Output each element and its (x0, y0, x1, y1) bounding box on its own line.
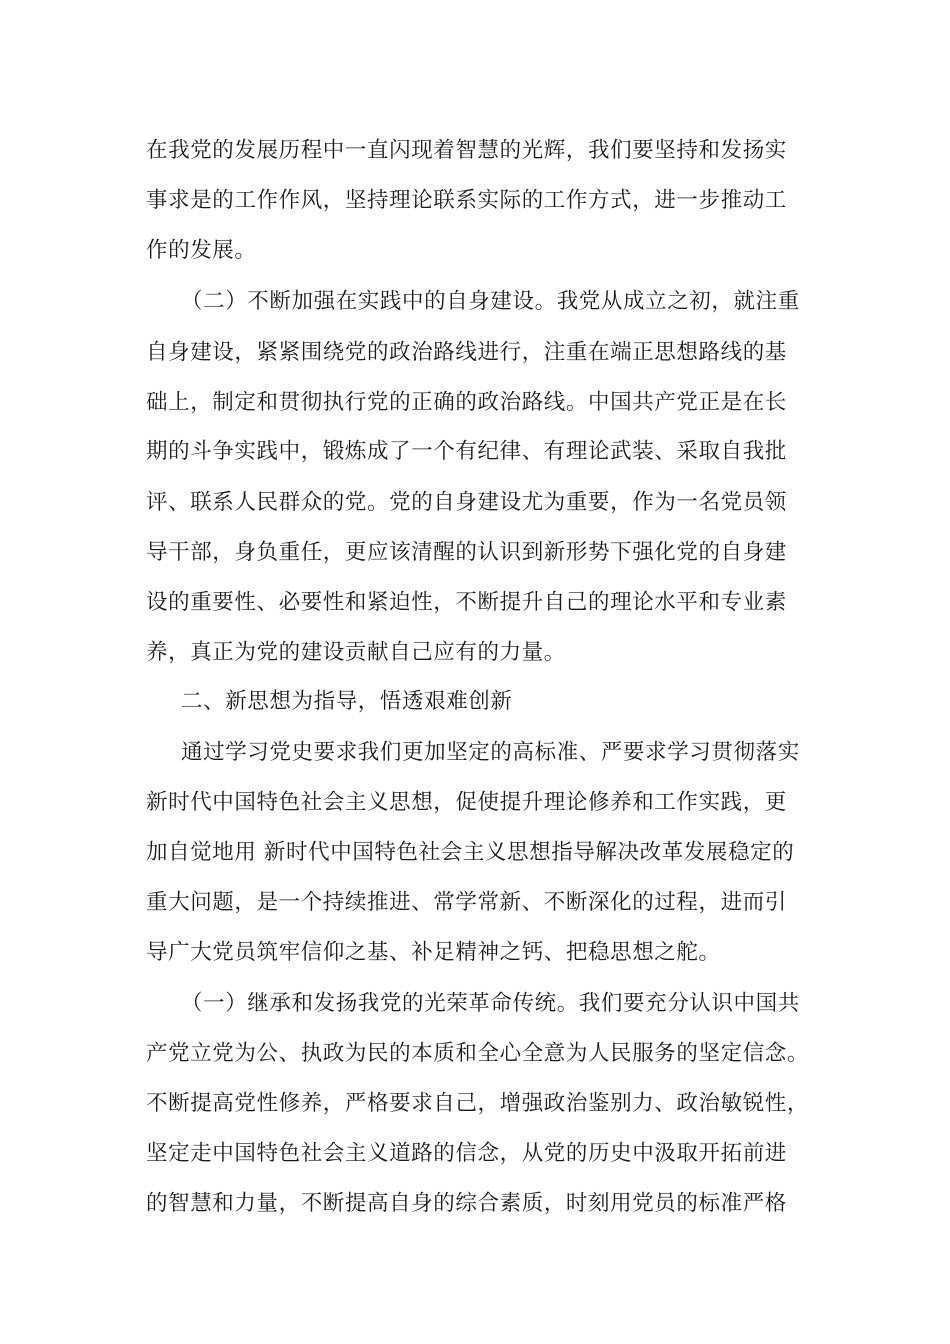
text-line: 重大问题，是一个持续推进、常学常新、不断深化的过程，进而引 (146, 890, 787, 915)
text-line: 设的重要性、必要性和紧迫性，不断提升自己的理论水平和专业素 (146, 590, 787, 615)
text-line: 不断提高党性修养，严格要求自己，增强政治鉴别力、政治敏锐性， (146, 1091, 810, 1116)
chapter-heading: 二、新思想为指导，悟透艰难创新 (181, 689, 513, 714)
section-heading-line: （一）继承和发扬我党的光荣革命传统。我们要充分认识中国共 (181, 991, 800, 1016)
paragraph-start-line: 通过学习党史要求我们更加坚定的高标准、严要求学习贯彻落实 (181, 740, 800, 765)
text-line: 坚定走中国特色社会主义道路的信念，从党的历史中汲取开拓前进 (146, 1141, 787, 1166)
text-line: 新时代中国特色社会主义思想，促使提升理论修养和工作实践，更 (146, 790, 787, 815)
text-line: 导广大党员筑牢信仰之基、补足精神之钙、把稳思想之舵。 (146, 940, 721, 965)
text-line: 作的发展。 (146, 238, 257, 263)
text-line: 评、联系人民群众的党。党的自身建设尤为重要，作为一名党员领 (146, 490, 787, 515)
section-heading-line: （二）不断加强在实践中的自身建设。我党从成立之初，就注重 (181, 289, 800, 314)
text-line: 养，真正为党的建设贡献自己应有的力量。 (146, 640, 566, 665)
text-line: 导干部，身负重任，更应该清醒的认识到新形势下强化党的自身建 (146, 540, 787, 565)
text-line: 自身建设，紧紧围绕党的政治路线进行，注重在端正思想路线的基 (146, 340, 787, 365)
text-line: 产党立党为公、执政为民的本质和全心全意为人民服务的坚定信念。 (146, 1041, 810, 1066)
text-line: 事求是的工作作风，坚持理论联系实际的工作方式，进一步推动工 (146, 188, 787, 213)
text-line: 期的斗争实践中，锻炼成了一个有纪律、有理论武装、采取自我批 (146, 439, 787, 464)
text-line: 的智慧和力量，不断提高自身的综合素质，时刻用党员的标准严格 (146, 1191, 787, 1216)
text-line: 加自觉地用 新时代中国特色社会主义思想指导解决改革发展稳定的 (146, 840, 795, 865)
text-line: 在我党的发展历程中一直闪现着智慧的光辉，我们要坚持和发扬实 (146, 138, 787, 163)
text-line: 础上，制定和贯彻执行党的正确的政治路线。中国共产党正是在长 (146, 390, 787, 415)
